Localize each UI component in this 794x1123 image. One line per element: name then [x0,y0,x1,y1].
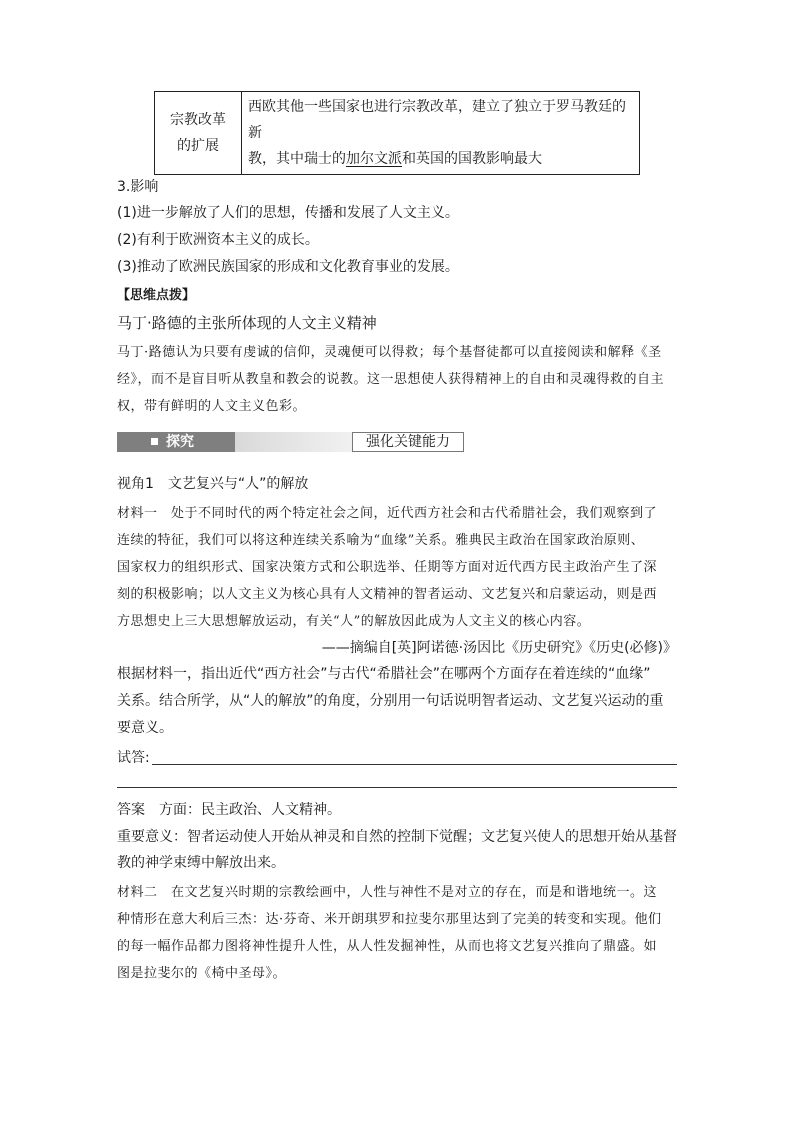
table-row-content [242,92,640,175]
try-answer-label: 试答: [117,750,150,766]
row-content-line-1: 西欧其他一些国家也进行宗教改革，建立了独立于罗马教廷的新 [248,99,626,141]
table-row [155,92,640,175]
impact-item-3: (3)推动了欧洲民族国家的形成和文化教育事业的发展。 [117,259,459,275]
thinking-line-2: 经》，而不是盲目听从教皇和教会的说教。这一思想使人获得精神上的自由和灵魂得救的自主 [117,372,665,387]
row-content-line-2 [248,146,633,172]
table-row-label [155,92,242,175]
material1-text: 处于不同时代的两个特定社会之间，近代西方社会和古代希腊社会，我们观察到了 [171,506,658,521]
row-label-line-1: 宗教改革 [170,112,226,128]
thinking-heading: 【思维点拨】 [117,288,196,303]
significance-line-2: 教的神学束缚中解放出来。 [117,855,285,871]
material1-line-1 [117,502,657,521]
section-banner [117,428,450,456]
material2-line-4: 图是拉斐尔的《椅中圣母》。 [117,966,287,981]
material2-line-2: 种情形在意大利后三杰：达·芬奇、米开朗琪罗和拉斐尔那里达到了完美的转变和实现。他们 [117,912,662,927]
thinking-title: 马丁·路德的主张所体现的人文主义精神 [117,314,377,332]
impact-item-2: (2)有利于欧洲资本主义的成长。 [117,232,319,248]
banner-box-label: 强化关键能力 [352,432,464,452]
material1-line-3: 国家权力的组织形式、国家决策方式和公职选举、任期等方面对近代西方民主政治产生了深 [117,560,658,575]
answer-blank-line-1[interactable] [152,764,677,765]
thinking-line-1: 马丁·路德认为只要有虔诚的信仰，灵魂便可以得救；每个基督徒都可以直接阅读和解释《圣 [117,345,662,360]
banner-title: 探究 [166,434,194,450]
question-line-2: 关系。结合所学，从“人的解放”的角度，分别用一句话说明智者运动、文艺复兴运动的重 [117,693,664,709]
answer-line [117,799,341,819]
impact-heading: 3.影响 [117,179,159,195]
square-bullet-icon [151,438,158,445]
material1-line-5: 方思想史上三大思想解放运动，有关“人”的解放因此成为人文主义的核心内容。 [117,614,591,629]
material2-text: 在文艺复兴时期的宗教绘画中，人性与神性不是对立的存在，而是和谐地统一。这 [171,885,658,900]
material2-label: 材料二 [117,885,158,900]
thinking-line-3: 权，带有鲜明的人文主义色彩。 [117,399,307,414]
answer-blank-line-2[interactable] [117,787,677,788]
row-label-line-2: 的扩展 [177,138,219,154]
material2-line-3: 的每一幅作品都力图将神性提升人性，从人性发掘神性，从而也将文艺复兴推向了鼎盛。如 [117,939,658,954]
answer-text: 方面：民主政治、人文精神。 [159,802,341,818]
question-line-3: 要意义。 [117,720,173,736]
significance-line-1: 重要意义：智者运动使人开始从神灵和自然的控制下觉醒；文艺复兴使人的思想开始从基督 [117,829,677,845]
material1-source: ——摘编自[英]阿诺德·汤因比《历史研究》《历史(必修)》 [321,640,677,656]
content-part-b: 和英国的国教影响最大 [402,151,542,167]
content-part-a: 教，其中瑞士的 [248,151,346,167]
question-line-1: 根据材料一，指出近代“西方社会”与古代“希腊社会”在哪两个方面存在着连续的“血缘” [117,666,651,682]
banner-dark-block [117,432,235,452]
material1-label: 材料一 [117,506,158,521]
calvinism-term: 加尔文派 [346,151,402,167]
answer-label: 答案 [117,802,145,818]
reform-table [154,91,640,175]
view1-title: 视角1 文艺复兴与“人”的解放 [117,476,309,492]
material2-line-1 [117,881,657,900]
material1-line-4: 刻的积极影响；以人文主义为核心具有人文精神的智者运动、文艺复兴和启蒙运动，则是西 [117,587,658,602]
impact-item-1: (1)进一步解放了人们的思想，传播和发展了人文主义。 [117,205,459,221]
material1-line-2: 连续的特征，我们可以将这种连续关系喻为“血缘”关系。雅典民主政治在国家政治原则、 [117,533,645,548]
